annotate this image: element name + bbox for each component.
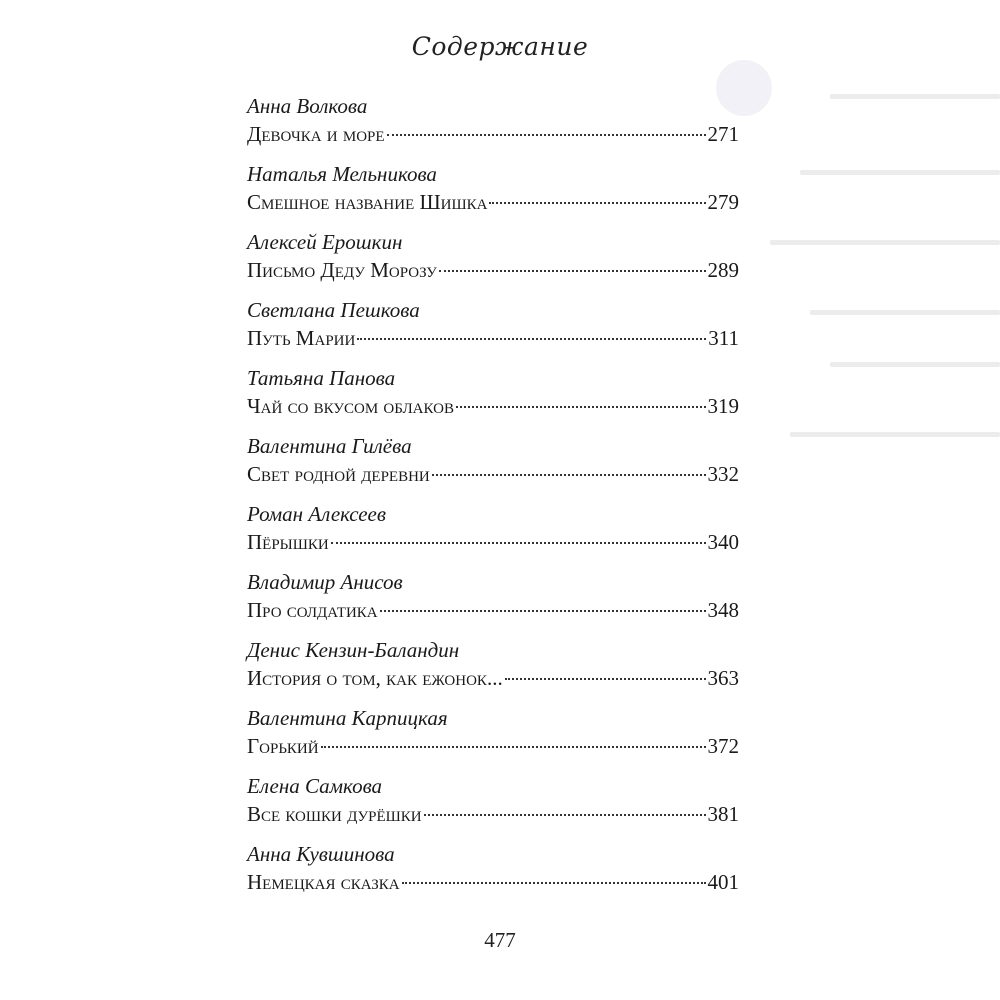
toc-line xyxy=(247,799,739,829)
dot-leader xyxy=(432,474,706,476)
toc-author: Татьяна Панова xyxy=(247,366,396,390)
bleed-through-line xyxy=(790,432,1000,437)
toc-page-number: 348 xyxy=(707,598,739,622)
toc-entry xyxy=(247,297,739,365)
toc-line xyxy=(247,527,739,557)
toc-author: Светлана Пешкова xyxy=(247,298,420,322)
toc-title: Пёрышки xyxy=(247,530,329,554)
toc-entry xyxy=(247,569,739,637)
page-title: Содержание xyxy=(411,32,589,61)
toc-author: Наталья Мельникова xyxy=(247,162,437,186)
toc-entry xyxy=(247,637,739,705)
toc-line xyxy=(247,187,739,217)
toc-page-number: 340 xyxy=(707,530,739,554)
toc-author: Анна Волкова xyxy=(247,94,368,118)
toc-title: Смешное название Шишка xyxy=(247,190,488,214)
toc-author: Валентина Карпицкая xyxy=(247,706,448,730)
toc-author: Денис Кензин-Баландин xyxy=(247,638,460,662)
toc-page-number: 401 xyxy=(707,870,739,894)
dot-leader xyxy=(439,270,706,272)
toc-line xyxy=(247,323,739,353)
toc-author: Елена Самкова xyxy=(247,774,383,798)
toc-author: Владимир Анисов xyxy=(247,570,403,594)
toc-title: Чай со вкусом облаков xyxy=(247,394,454,418)
bleed-through-line xyxy=(800,170,1000,175)
toc-entry xyxy=(247,93,739,161)
toc-entry xyxy=(247,841,739,909)
dot-leader xyxy=(321,746,706,748)
toc-line xyxy=(247,595,739,625)
toc-author: Роман Алексеев xyxy=(247,502,386,526)
toc-page-number: 279 xyxy=(707,190,739,214)
toc-page-number: 319 xyxy=(707,394,739,418)
dot-leader xyxy=(402,882,706,884)
toc-line xyxy=(247,731,739,761)
toc-page-number: 271 xyxy=(707,122,739,146)
toc-page-number: 381 xyxy=(707,802,739,826)
toc-page-number: 363 xyxy=(707,666,739,690)
toc-title: Путь Марии xyxy=(247,326,356,350)
toc-title: История о том, как ежонок... xyxy=(247,666,503,690)
toc-author: Валентина Гилёва xyxy=(247,434,412,458)
bleed-through-line xyxy=(770,240,1000,245)
dot-leader xyxy=(456,406,706,408)
toc-title: Свет родной деревни xyxy=(247,462,430,486)
toc-entry xyxy=(247,705,739,773)
dot-leader xyxy=(331,542,706,544)
toc-line xyxy=(247,459,739,489)
table-of-contents xyxy=(247,93,739,909)
dot-leader xyxy=(489,202,705,204)
toc-entry xyxy=(247,229,739,297)
dot-leader xyxy=(387,134,706,136)
toc-line xyxy=(247,255,739,285)
toc-entry xyxy=(247,501,739,569)
dot-leader xyxy=(357,338,706,340)
toc-title: Про солдатика xyxy=(247,598,378,622)
toc-title: Все кошки дурёшки xyxy=(247,802,422,826)
toc-line xyxy=(247,119,739,149)
dot-leader xyxy=(380,610,706,612)
bleed-through-line xyxy=(830,362,1000,367)
toc-page-number: 332 xyxy=(707,462,739,486)
toc-page-number: 311 xyxy=(708,326,739,350)
toc-author: Анна Кувшинова xyxy=(247,842,395,866)
toc-title: Немецкая сказка xyxy=(247,870,400,894)
toc-title: Девочка и море xyxy=(247,122,385,146)
toc-entry xyxy=(247,365,739,433)
page-number: 477 xyxy=(484,928,516,952)
bleed-through-line xyxy=(810,310,1000,315)
dot-leader xyxy=(505,678,706,680)
toc-line xyxy=(247,867,739,897)
toc-entry xyxy=(247,161,739,229)
toc-title: Письмо Деду Морозу xyxy=(247,258,437,282)
toc-line xyxy=(247,391,739,421)
toc-entry xyxy=(247,773,739,841)
toc-line xyxy=(247,663,739,693)
toc-title: Горький xyxy=(247,734,319,758)
toc-page-number: 372 xyxy=(707,734,739,758)
dot-leader xyxy=(424,814,706,816)
toc-page-number: 289 xyxy=(707,258,739,282)
bleed-through-shading xyxy=(740,60,1000,520)
toc-author: Алексей Ерошкин xyxy=(247,230,403,254)
bleed-through-line xyxy=(830,94,1000,99)
toc-entry xyxy=(247,433,739,501)
